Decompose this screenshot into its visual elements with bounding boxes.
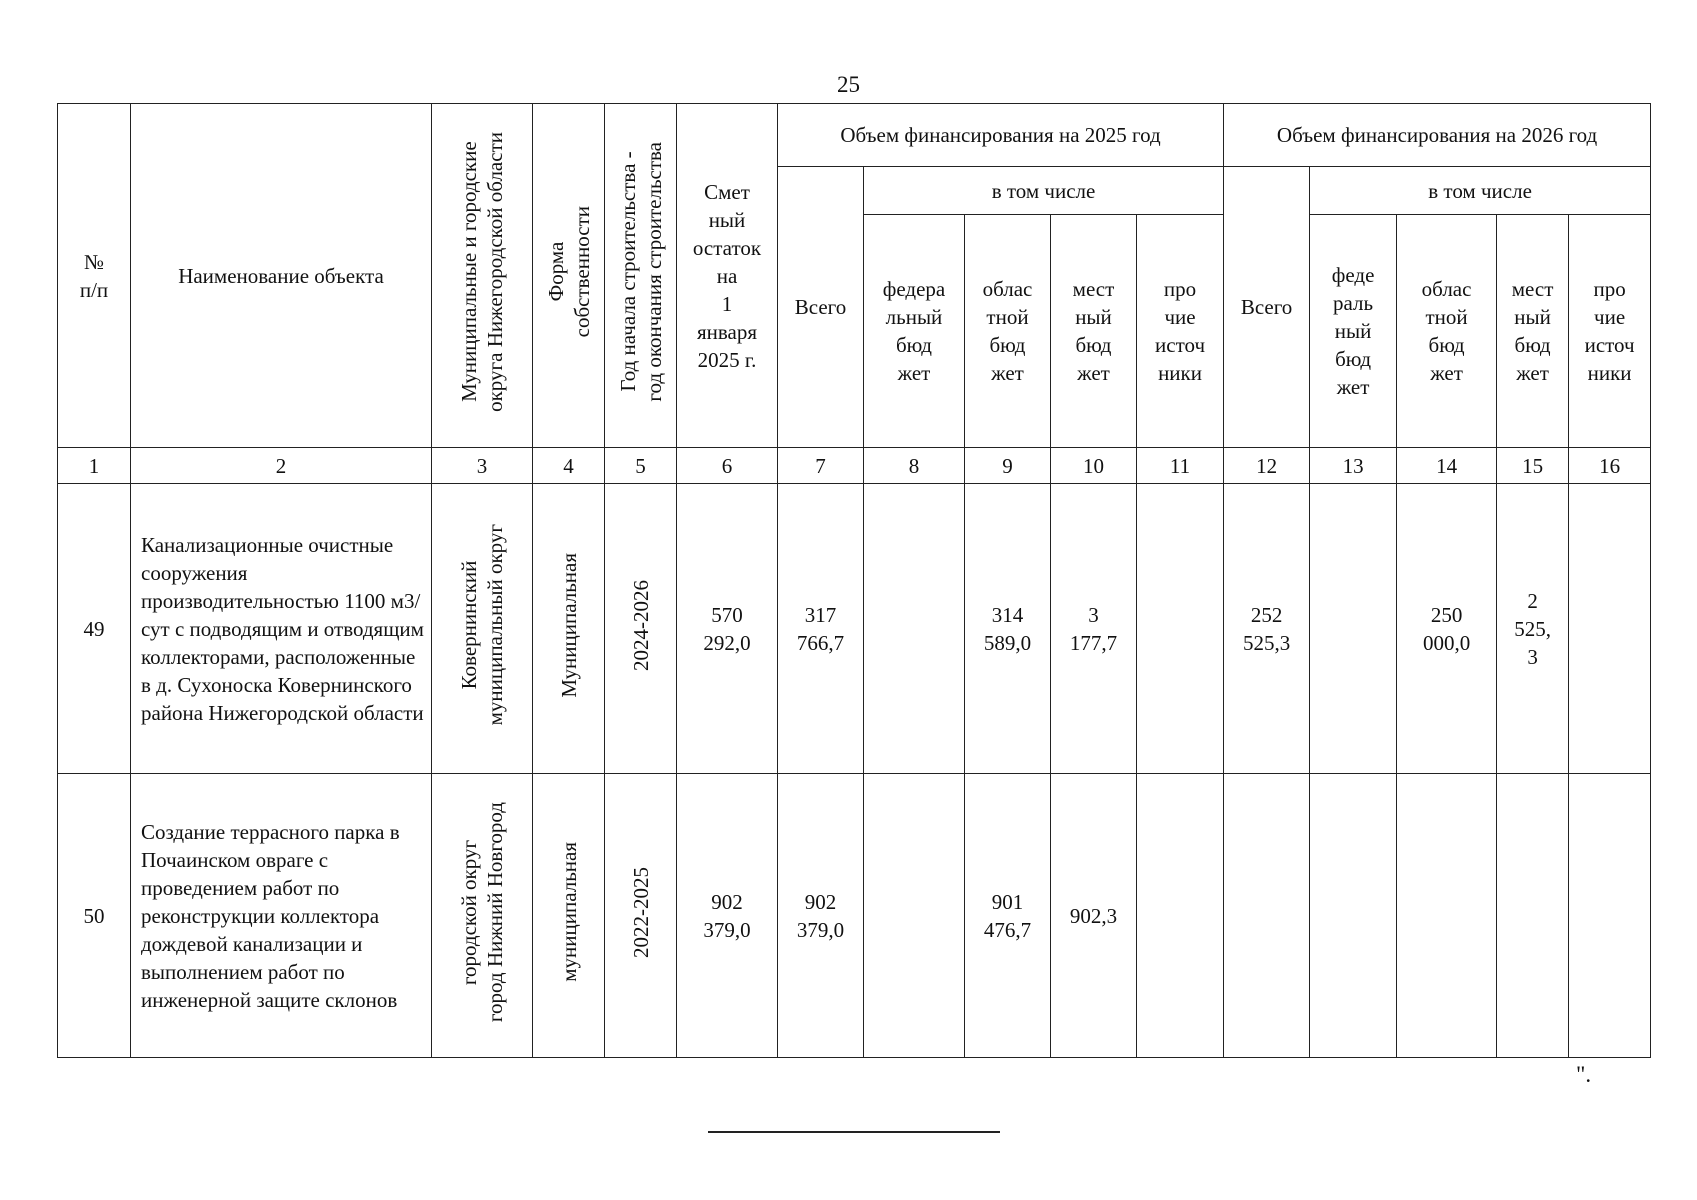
header-name: Наименование объекта xyxy=(131,104,432,448)
total-2025: 902 379,0 xyxy=(778,774,864,1058)
column-number: 15 xyxy=(1497,448,1569,484)
column-number: 16 xyxy=(1569,448,1651,484)
column-number: 11 xyxy=(1137,448,1224,484)
header-regional-2026: облас тной бюд жет xyxy=(1397,215,1497,448)
header-row-1 xyxy=(58,104,1651,167)
header-local-2026: мест ный бюд жет xyxy=(1497,215,1569,448)
header-regional-2025: облас тной бюд жет xyxy=(965,215,1051,448)
regional-2026 xyxy=(1397,774,1497,1058)
column-number: 7 xyxy=(778,448,864,484)
local-2025: 902,3 xyxy=(1051,774,1137,1058)
header-years: Год начала строительства - год окончания строительства xyxy=(605,104,677,448)
header-local-2025: мест ный бюд жет xyxy=(1051,215,1137,448)
footer-rule xyxy=(708,1131,1000,1133)
column-number: 9 xyxy=(965,448,1051,484)
regional-2025: 901 476,7 xyxy=(965,774,1051,1058)
estimate-balance: 902 379,0 xyxy=(677,774,778,1058)
other-2026 xyxy=(1569,484,1651,774)
header-total-2026: Всего xyxy=(1224,167,1310,448)
object-name: Создание террасного парка в Почаинском овраге с проведением работ по реконструкции коллектора дождевой канализации и выполнением работ по инженерной защите склонов xyxy=(131,774,432,1058)
table-row xyxy=(58,484,1651,774)
row-num: 49 xyxy=(58,484,131,774)
header-including-2026: в том числе xyxy=(1310,167,1651,215)
header-estimate: Смет ный остаток на 1 января 2025 г. xyxy=(677,104,778,448)
other-2025 xyxy=(1137,484,1224,774)
regional-2025: 314 589,0 xyxy=(965,484,1051,774)
header-fin-2025: Объем финансирования на 2025 год xyxy=(778,104,1224,167)
header-num: № п/п xyxy=(58,104,131,448)
column-number: 5 xyxy=(605,448,677,484)
column-number: 12 xyxy=(1224,448,1310,484)
column-number: 2 xyxy=(131,448,432,484)
estimate-balance: 570 292,0 xyxy=(677,484,778,774)
construction-years: 2024-2026 xyxy=(605,484,677,774)
column-number: 10 xyxy=(1051,448,1137,484)
federal-2025 xyxy=(864,774,965,1058)
closing-quote-mark: ". xyxy=(1576,1062,1592,1087)
row-num: 50 xyxy=(58,774,131,1058)
total-2025: 317 766,7 xyxy=(778,484,864,774)
column-number: 8 xyxy=(864,448,965,484)
column-number: 1 xyxy=(58,448,131,484)
ownership: Муниципальная xyxy=(533,484,605,774)
column-numbers-row xyxy=(58,448,1651,484)
header-federal-2026: феде раль ный бюд жет xyxy=(1310,215,1397,448)
header-fin-2026: Объем финансирования на 2026 год xyxy=(1224,104,1651,167)
column-number: 4 xyxy=(533,448,605,484)
header-federal-2025: федера льный бюд жет xyxy=(864,215,965,448)
local-2025: 3 177,7 xyxy=(1051,484,1137,774)
municipality: Ковернинский муниципальный округ xyxy=(432,484,533,774)
header-other-2025: про чие источ ники xyxy=(1137,215,1224,448)
object-name: Канализационные очистные сооружения производительностью 1100 м3/сут с подводящим и отводящим коллекторами, расположенные в д. Сухоноска Ковернинского района Нижегородской области xyxy=(131,484,432,774)
other-2025 xyxy=(1137,774,1224,1058)
local-2026: 2 525, 3 xyxy=(1497,484,1569,774)
column-number: 14 xyxy=(1397,448,1497,484)
other-2026 xyxy=(1569,774,1651,1058)
header-total-2025: Всего xyxy=(778,167,864,448)
total-2026 xyxy=(1224,774,1310,1058)
column-number: 3 xyxy=(432,448,533,484)
total-2026: 252 525,3 xyxy=(1224,484,1310,774)
ownership: муниципальная xyxy=(533,774,605,1058)
page-number: 25 xyxy=(837,72,860,97)
federal-2025 xyxy=(864,484,965,774)
table-row xyxy=(58,774,1651,1058)
federal-2026 xyxy=(1310,484,1397,774)
federal-2026 xyxy=(1310,774,1397,1058)
column-number: 13 xyxy=(1310,448,1397,484)
header-other-2026: про чие источ ники xyxy=(1569,215,1651,448)
financing-table xyxy=(57,103,1651,1058)
regional-2026: 250 000,0 xyxy=(1397,484,1497,774)
municipality: городской округ город Нижний Новгород xyxy=(432,774,533,1058)
local-2026 xyxy=(1497,774,1569,1058)
column-number: 6 xyxy=(677,448,778,484)
header-municipality: Муниципальные и городские округа Нижегородской области xyxy=(432,104,533,448)
construction-years: 2022-2025 xyxy=(605,774,677,1058)
header-including-2025: в том числе xyxy=(864,167,1224,215)
header-ownership: Форма собственности xyxy=(533,104,605,448)
